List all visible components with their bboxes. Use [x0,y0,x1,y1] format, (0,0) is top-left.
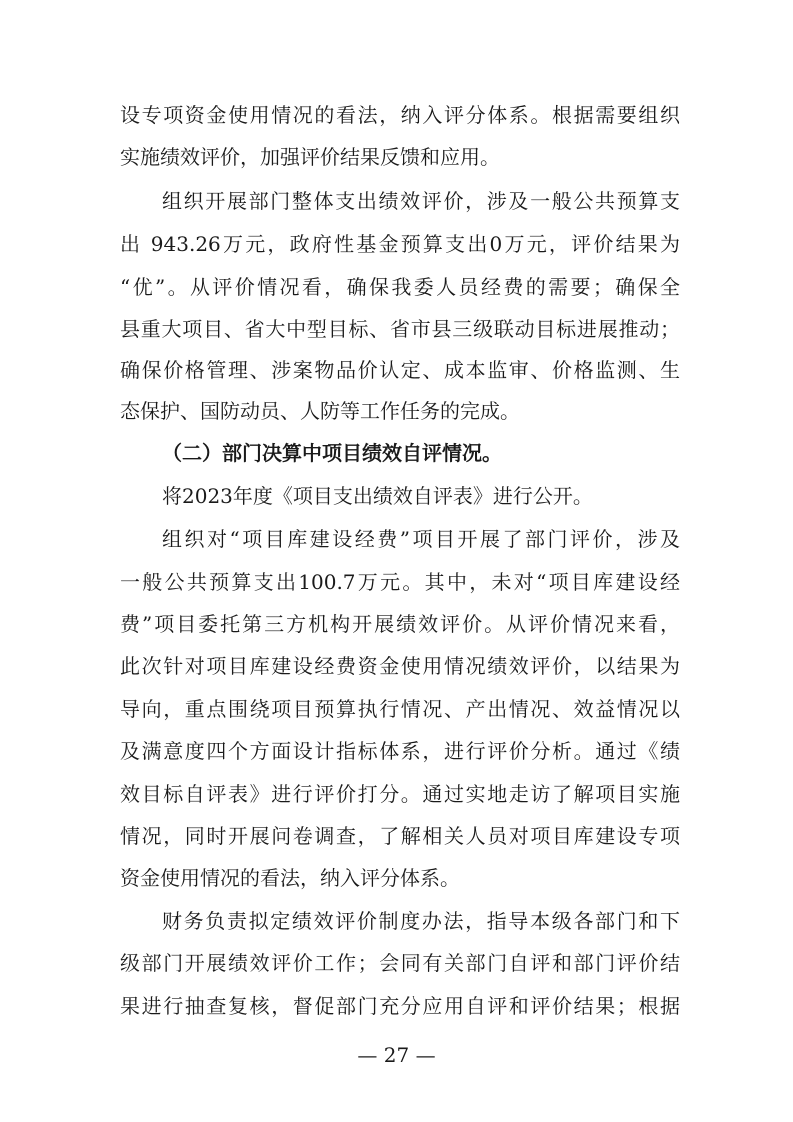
body-text-line: 及满意度四个方面设计指标体系，进行评价分析。通过《绩 [120,739,680,763]
body-text-line: 将2023年度《项目支出绩效自评表》进行公开。 [162,484,593,508]
body-text-line: 设专项资金使用情况的看法，纳入评分体系。根据需要组织 [120,103,680,127]
body-text-line: 费”项目委托第三方机构开展绩效评价。从评价情况来看， [120,612,680,636]
body-text-line: 资金使用情况的看法，纳入评分体系。 [120,866,460,890]
body-text-line: 财务负责拟定绩效评价制度办法，指导本级各部门和下 [162,909,680,933]
section-heading: （二）部门决算中项目绩效自评情况。 [162,441,502,465]
body-text-line: 出 943.26万元，政府性基金预算支出0万元，评价结果为 [120,232,680,256]
page-number: — 27 — [357,1043,436,1067]
body-text-line: 组织对“项目库建设经费”项目开展了部门评价，涉及 [162,527,680,551]
body-text-line: 态保护、国防动员、人防等工作任务的完成。 [120,399,520,423]
body-text-line: 果进行抽查复核，督促部门充分应用自评和评价结果；根据 [120,994,680,1018]
body-text-line: 效目标自评表》进行评价打分。通过实地走访了解项目实施 [120,782,680,806]
body-text-line: 此次针对项目库建设经费资金使用情况绩效评价，以结果为 [120,654,680,678]
body-text-line: 一般公共预算支出100.7万元。其中，未对“项目库建设经 [120,570,680,594]
body-text-line: 实施绩效评价，加强评价结果反馈和应用。 [120,145,500,169]
body-text-line: 导向，重点围绕项目预算执行情况、产出情况、效益情况以 [120,697,680,721]
body-text-line: 级部门开展绩效评价工作；会同有关部门自评和部门评价结 [120,951,680,975]
body-text-line: 县重大项目、省大中型目标、省市县三级联动目标进展推动； [120,317,680,341]
body-text-line: “优”。从评价情况看，确保我委人员经费的需要；确保全 [120,275,680,299]
body-text-line: 确保价格管理、涉案物品价认定、成本监审、价格监测、生 [120,358,680,382]
body-text-line: 组织开展部门整体支出绩效评价，涉及一般公共预算支 [162,189,680,213]
body-text-line: 情况，同时开展问卷调查，了解相关人员对项目库建设专项 [120,824,680,848]
